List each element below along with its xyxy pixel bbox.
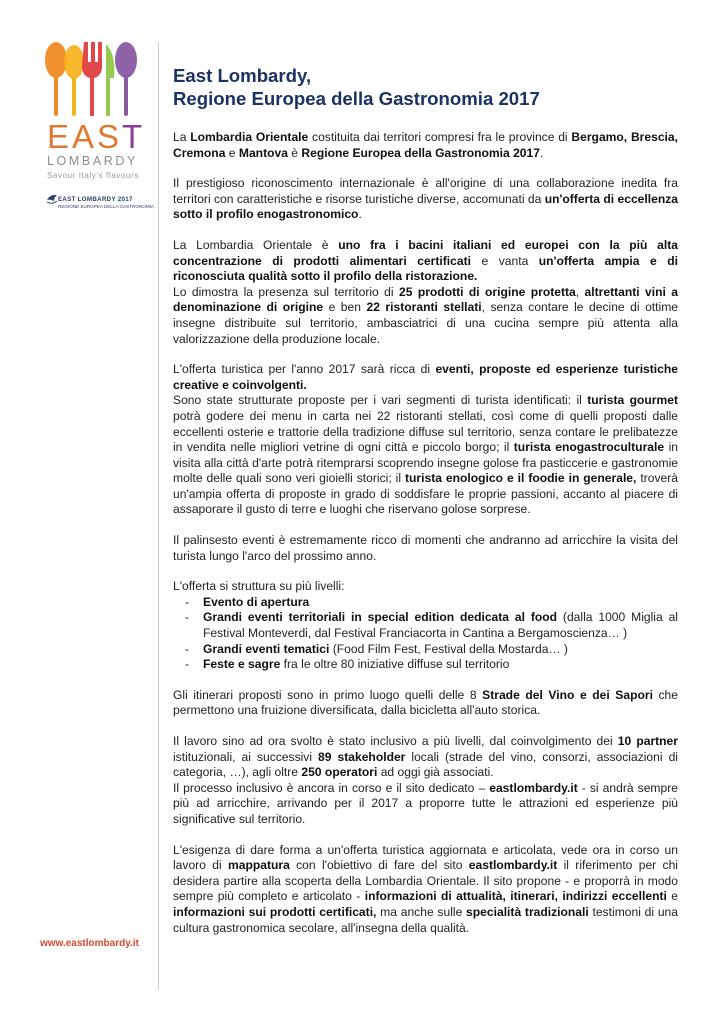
logo-lombardy-word: LOMBARDY: [47, 154, 138, 168]
cutlery-logo-icon: [40, 38, 140, 118]
badge-subtitle: REGIONE EUROPEA DELLA GASTRONOMIA: [58, 204, 154, 209]
paragraph-intro: La Lombardia Orientale costituita dai territori compresi fra le province di Bergamo, Brescia, Cremona e Mantova è Regione Europea della Gastronomia 2017.: [173, 130, 679, 160]
list-item: - Grandi eventi tematici (Food Film Fest, Festival della Mostarda… ): [185, 641, 568, 656]
page-title: East Lombardy, Regione Europea della Gastronomia 2017: [173, 65, 540, 109]
list-item: - Grandi eventi territoriali in special edition dedicata al food (dalla 1000 Miglia al Festival Monteverdi, dal Festival Franciacorta in Cantina a Bergamoscienza… ): [185, 610, 678, 641]
paragraph-products: La Lombardia Orientale è uno fra i bacini italiani ed europei con la più alta concentrazione di prodotti alimentari certificati e vanta un'offerta ampia e di riconosciuta qualità sotto il profilo della ristorazione.: [173, 237, 678, 284]
paragraph-mapping: L'esigenza di dare forma a un'offerta turistica aggiornata e articolata, vede ora in corso un lavoro di mappatura con l'obiettivo di fare del sito eastlombardy.it il riferimento per chi desidera partire alla scoperta della Lombardia Orientale. Il sito propone - e proporrà in modo sempre più completo e articolato - informazioni di attualità, itinerari, indirizzi eccellenti e informazioni sui prodotti certificati, ma anche sulle specialità tradizionali testimoni di una cultura gastronomica secolare, all'insegna della qualità.: [173, 842, 678, 935]
paragraph-stars: Lo dimostra la presenza sul territorio di 25 prodotti di origine protetta, altrettanti vini a denominazione di origine e ben 22 ristoranti stellati, senza contare le decine di ottime insegne distribuite sul territorio, ambasciatrici di una cucina sempre più attenta alla valorizzazione della produzione locale.: [173, 284, 678, 346]
badge-title: EAST LOMBARDY 2017: [58, 196, 133, 203]
list-item: - Feste e sagre fra le oltre 80 iniziative diffuse sul territorio: [185, 657, 510, 672]
paragraph-recognition: Il prestigioso riconoscimento internazionale è all'origine di una collaborazione inedita fra territori con caratteristiche e risorse turistiche diverse, accomunati da un'offerta di eccellenza sotto il profilo enogastronomico.: [173, 176, 678, 222]
sidebar: [0, 0, 158, 1024]
levels-list: [173, 595, 678, 673]
paragraph-offer: L'offerta turistica per l'anno 2017 sarà ricca di eventi, proposte ed esperienze turistiche creative e coinvolgenti.: [173, 362, 679, 392]
paragraph-website: Il processo inclusivo è ancora in corso e il sito dedicato – eastlombardy.it - si andrà sempre più ad arricchire, arrivando per il 2017 a proporre tutte le attrazioni ed esperienze più significative sul territorio.: [173, 780, 678, 826]
badge-logo-icon: [46, 193, 58, 207]
website-link[interactable]: www.eastlombardy.it: [40, 938, 139, 949]
paragraph-partners: Il lavoro sino ad ora svolto è stato inclusivo a più livelli, dal coinvolgimento dei 10 partner istituzionali, ai successivi 89 stakeholder locali (strade del vino, consorzi, associazioni di categoria, …), agli oltre 250 operatori ad oggi già associati.: [173, 734, 678, 780]
paragraph-levels: L'offerta si struttura su più livelli:: [173, 579, 345, 594]
document-body: [173, 64, 678, 951]
paragraph-itineraries: Gli itinerari proposti sono in primo luogo quelli delle 8 Strade del Vino e dei Sapori che permettono una fruizione diversificata, dalla bicicletta all'auto storica.: [173, 687, 679, 718]
logo-east-word: EAST: [47, 118, 146, 155]
paragraph-segments: Sono state strutturate proposte per i vari segmenti di turista identificati: il turista gourmet potrà godere dei menu in carta nei 22 ristoranti stellati, così come di quelli proposti dalle eccellenti osterie e trattorie della tradizione diffuse sul territorio, senza contare le prelibatezze in vendita nelle migliori vetrine di ogni città e piccolo borgo; il turista enogastroculturale in visita alla città d'arte potrà ritemprarsi scoprendo insegne golose fra pasticcerie e gastronomie molte delle quali sono veri gioielli storici; il turista enologico e il foodie in generale, troverà un'ampia offerta di proposte in grado di soddisfare le proprie passioni, accanto al piacere di assaporare il gusto di terre e luoghi che riservano golose sorprese.: [173, 393, 679, 517]
divider-line: [158, 42, 159, 990]
list-item: - Evento di apertura: [185, 594, 310, 609]
logo-tagline: Savour Italy's flavours: [47, 171, 139, 180]
paragraph-events: Il palinsesto eventi è estremamente ricco di momenti che andranno ad arricchire la visita del turista lungo l'arco del prossimo anno.: [173, 533, 678, 563]
